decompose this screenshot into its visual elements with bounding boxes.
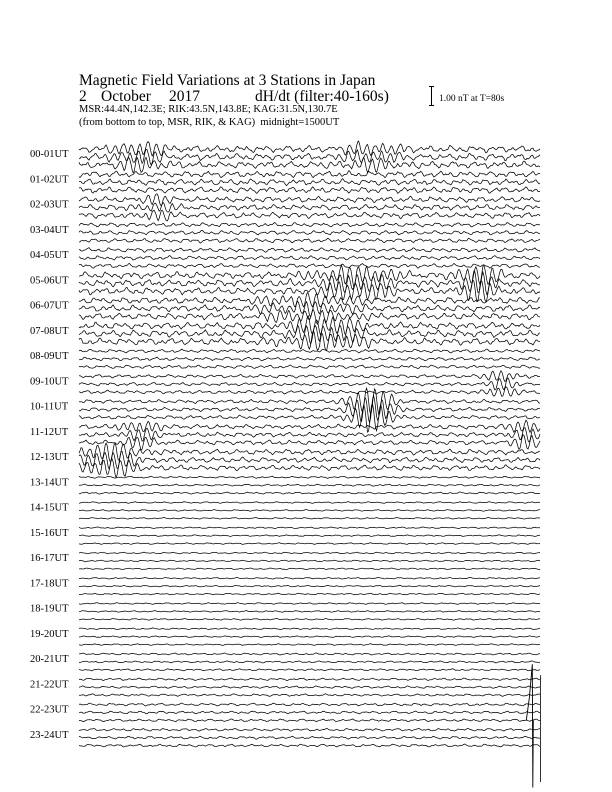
trace-kag [79, 435, 540, 451]
hour-label: 12-13UT [30, 452, 69, 463]
hour-label: 10-11UT [30, 401, 69, 413]
trace-msr [79, 678, 540, 681]
hour-label: 19-20UT [30, 628, 69, 640]
trace-rik [79, 510, 540, 512]
trace-kag [79, 365, 540, 369]
trace-rik [79, 535, 540, 537]
hour-label: 23-24UT [30, 729, 69, 741]
trace-msr [79, 293, 540, 307]
trace-msr [79, 476, 540, 478]
trace-kag [79, 719, 540, 722]
trace-kag [79, 210, 540, 221]
hour-label: 08-09UT [30, 351, 69, 362]
trace-rik [79, 636, 540, 638]
trace-kag [79, 644, 540, 646]
trace-kag [79, 517, 540, 519]
hour-label: 11-12UT [30, 426, 69, 438]
trace-rik [79, 428, 540, 442]
traces [79, 141, 540, 787]
hour-label: 04-05UT [30, 250, 69, 261]
hour-label: 18-19UT [30, 603, 69, 615]
trace-kag [79, 744, 540, 747]
hour-label: 20-21UT [30, 654, 69, 665]
trace-msr [79, 171, 540, 178]
midnight-note: midnight=1500UT [260, 117, 340, 128]
trace-msr [79, 248, 540, 253]
hour-label: 00-01UT [30, 149, 69, 160]
order-note: (from bottom to top, MSR, RIK, & KAG) [79, 117, 256, 128]
trace-rik [79, 611, 540, 613]
hour-label: 22-23UT [30, 704, 69, 716]
hour-label: 03-04UT [30, 224, 69, 236]
trace-rik [79, 661, 540, 663]
hour-label: 09-10UT [30, 376, 69, 388]
trace-kag [79, 459, 540, 477]
hour-label: 21-22UT [30, 679, 69, 691]
trace-msr [79, 371, 540, 382]
trace-rik [79, 378, 540, 390]
trace-kag [79, 619, 540, 621]
hour-label: 07-08UT [30, 325, 69, 337]
hour-labels [30, 149, 69, 741]
trace-rik [79, 256, 540, 261]
hour-label: 14-15UT [30, 502, 69, 514]
trace-rik [79, 736, 540, 739]
trace-rik [79, 585, 540, 587]
hour-label: 02-03UT [30, 199, 69, 211]
trace-kag [79, 543, 540, 545]
trace-kag [79, 263, 540, 268]
hour-label: 01-02UT [30, 174, 69, 186]
trace-rik [79, 451, 540, 469]
trace-msr [79, 223, 540, 227]
hour-label: 06-07UT [30, 300, 69, 312]
trace-kag [79, 593, 540, 595]
trace-msr [79, 578, 540, 580]
trace-rik [79, 396, 540, 423]
trace-msr [79, 552, 540, 554]
trace-kag [79, 669, 540, 671]
trace-msr [79, 628, 540, 630]
trace-msr [79, 194, 540, 206]
date-day: 2 [79, 88, 87, 105]
trace-msr [79, 265, 540, 286]
hour-label: 16-17UT [30, 553, 69, 564]
trace-kag [79, 568, 540, 570]
chart-title: Magnetic Field Variations at 3 Stations in Japan [79, 72, 376, 89]
trace-rik [79, 560, 540, 562]
hour-label: 05-06UT [30, 275, 69, 287]
trace-rik [79, 230, 540, 234]
hour-label: 17-18UT [30, 578, 69, 590]
trace-rik [79, 203, 540, 213]
trace-msr [79, 603, 540, 605]
trace-msr [79, 728, 540, 731]
trace-kag [79, 387, 540, 397]
trace-msr [79, 527, 540, 529]
spike-trace [526, 664, 533, 787]
trace-kag [79, 492, 540, 494]
trace-rik [79, 179, 540, 186]
trace-rik [79, 711, 540, 714]
trace-msr [79, 653, 540, 655]
hour-label: 15-16UT [30, 527, 69, 539]
trace-rik [79, 484, 540, 486]
date-year: 2017 [169, 88, 200, 105]
trace-rik [79, 686, 540, 688]
trace-kag [79, 187, 540, 193]
hour-label: 13-14UT [30, 477, 69, 489]
trace-rik [79, 325, 540, 344]
station-coordinates: MSR:44.4N,142.3E; RIK:43.5N,143.8E; KAG:31.5N,130.7E [79, 104, 338, 115]
trace-kag [79, 157, 540, 172]
trace-msr [79, 502, 540, 504]
trace-kag [79, 238, 540, 243]
trace-msr [79, 703, 540, 706]
scale-label: 1.00 nT at T=80s [439, 94, 505, 104]
quantity-filter: dH/dt (filter:40-160s) [255, 88, 389, 105]
date-month: October [101, 88, 151, 105]
trace-kag [79, 694, 540, 697]
trace-rik [79, 357, 540, 361]
